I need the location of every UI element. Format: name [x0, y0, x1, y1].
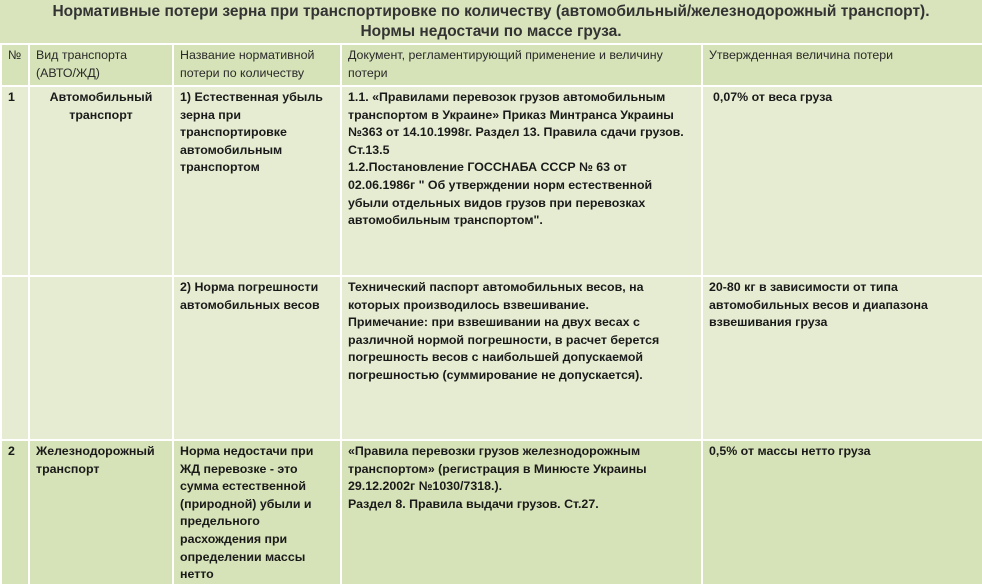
losses-table [0, 43, 982, 586]
document-line: 1.2.Постановление ГОССНАБА СССР № 63 от 02.06.1986г " Об утверждении норм естественной убыли отдельных видов грузов при перевозках автомобильным транспортом". [348, 160, 653, 228]
document-line: Технический паспорт автомобильных весов, на которых производилось взвешивание. [348, 280, 644, 312]
header-num: № [1, 44, 29, 86]
document-line: 1.1. «Правилами перевозок грузов автомобильным транспортом в Украине» Приказ Минтранса Украины №363 от 14.10.1998г. Раздел 13. Правила сдачи грузов. Ст.13.5 [348, 90, 684, 157]
row-loss-name: 2) Норма погрешности автомобильных весов [173, 276, 341, 440]
document-line: «Правила перевозки грузов железнодорожным транспортом» (регистрация в Минюсте Украины 29.12.2002г №1030/7318.). [348, 444, 647, 494]
header-value: Утвержденная величина потери [702, 44, 982, 86]
document-line: Раздел 8. Правила выдачи грузов. Ст.27. [348, 496, 599, 511]
document-line: Примечание: при взвешивании на двух весах с различной нормой погрешности, в расчет берется погрешность весов с наибольшей допускаемой погрешностью (суммирование не допускается). [348, 315, 660, 382]
title-line-1: Нормативные потери зерна при транспортировке по количеству (автомобильный/железнодорожный транспорт). [52, 3, 930, 20]
row-value: 20-80 кг в зависимости от типа автомобильных весов и диапазона взвешивания груза [702, 276, 982, 440]
row-loss-name: Норма недостачи при ЖД перевозке - это сумма естественной (природной) убыли и предельного расхождения при определении массы нетто [173, 440, 341, 585]
row-num [1, 276, 29, 440]
row-document [341, 276, 702, 440]
header-document: Документ, регламентирующий применение и величину потери [341, 44, 702, 86]
header-loss-name: Название нормативной потери по количеству [173, 44, 341, 86]
table-header-row [1, 44, 982, 86]
row-loss-name: 1) Естественная убыль зерна при транспортировке автомобильным транспортом [173, 86, 341, 276]
row-value: 0,07% от веса груза [702, 86, 982, 276]
row-transport: Железнодорожный транспорт [29, 440, 173, 585]
title-line-2: Нормы недостачи по массе груза. [360, 23, 622, 40]
row-num: 2 [1, 440, 29, 585]
row-transport: Автомобильный транспорт [29, 86, 173, 276]
row-value: 0,5% от массы нетто груза [702, 440, 982, 585]
row-document [341, 86, 702, 276]
table-row [1, 86, 982, 276]
table-row [1, 440, 982, 585]
row-document [341, 440, 702, 585]
row-num: 1 [1, 86, 29, 276]
table-row [1, 276, 982, 440]
header-transport: Вид транспорта (АВТО/ЖД) [29, 44, 173, 86]
row-transport [29, 276, 173, 440]
page-title [0, 0, 982, 46]
